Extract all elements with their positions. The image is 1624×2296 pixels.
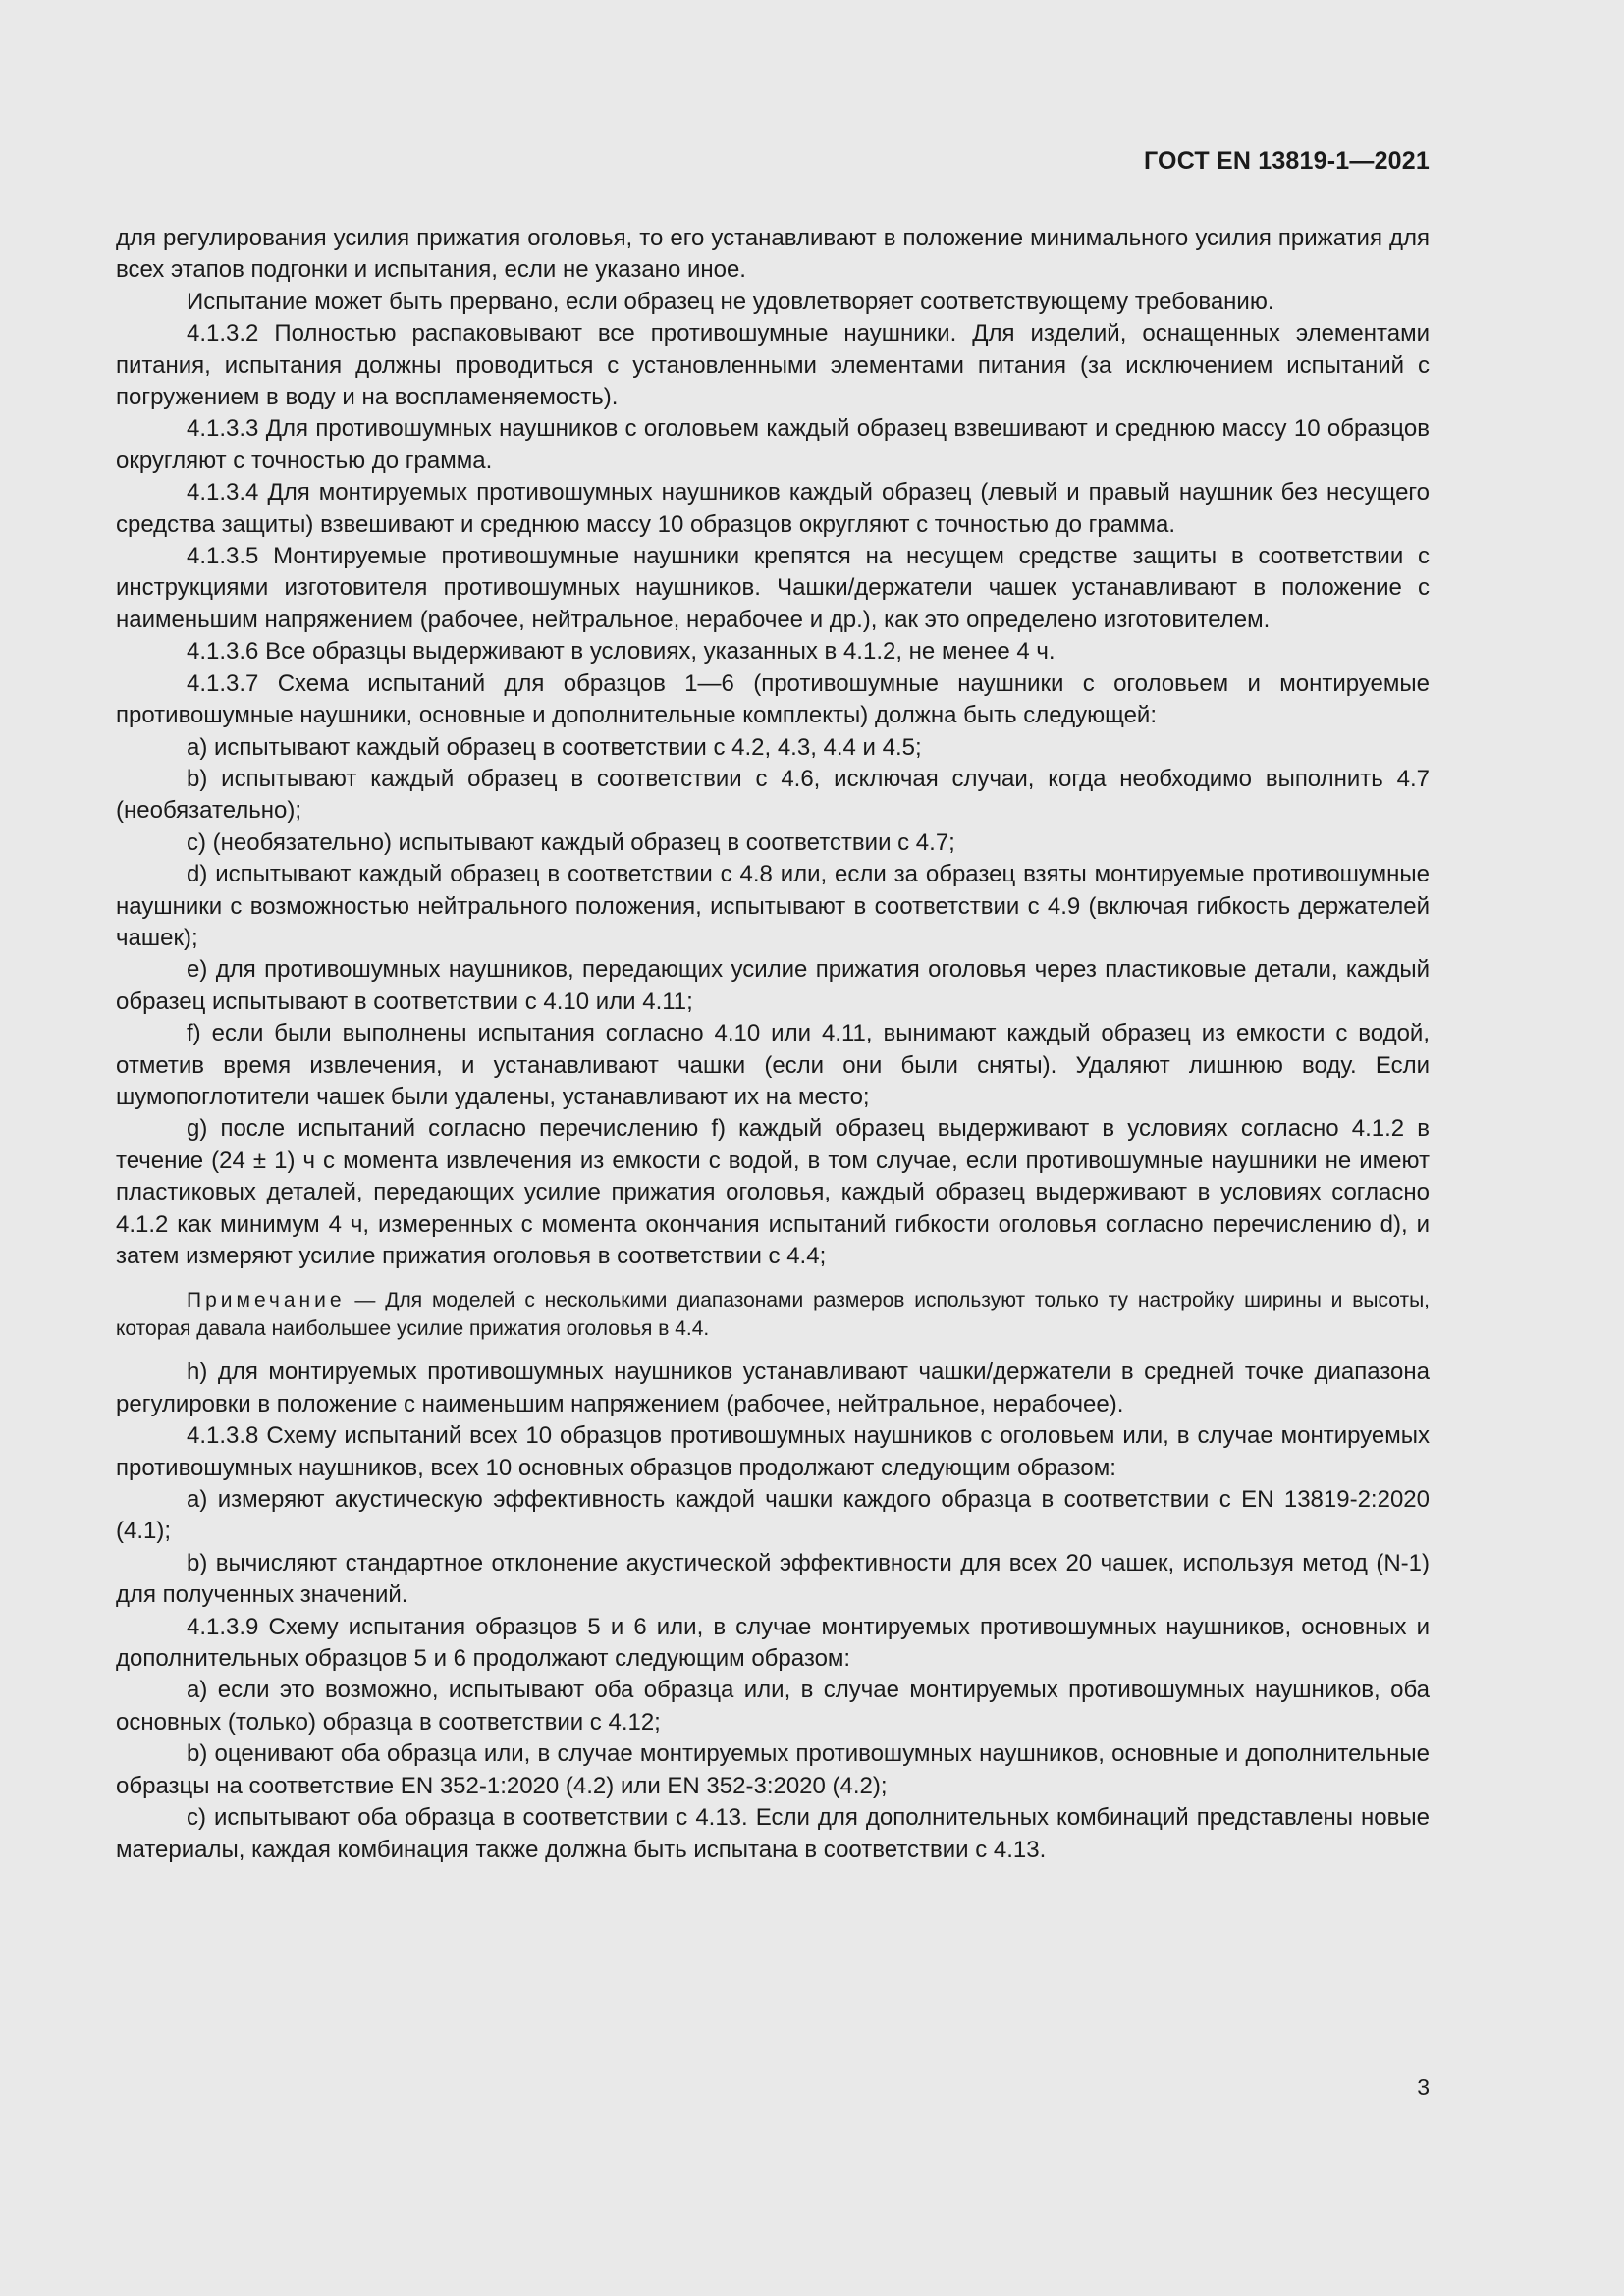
paragraph-4-1-3-5: 4.1.3.5 Монтируемые противошумные наушники крепятся на несущем средстве защиты в соответствии с инструкциями изготовителя противошумных наушников. Чашки/держатели чашек устанавливают в положение с наименьшим напряжением (рабочее, нейтральное, нерабочее и др.), как это определено изготовителем. (116, 543, 1430, 633)
list-item-h: h) для монтируемых противошумных наушников устанавливают чашки/держатели в средней точке диапазона регулировки в положение с наименьшим напряжением (рабочее, нейтральное, нерабочее). (116, 1359, 1430, 1417)
list-item-a: a) испытывают каждый образец в соответствии с 4.2, 4.3, 4.4 и 4.5; (187, 733, 922, 761)
paragraph-4-1-3-8: 4.1.3.8 Схему испытаний всех 10 образцов противошумных наушников с оголовьем или, в случае монтируемых противошумных наушников, всех 10 основных образцов продолжают следующим образом: (116, 1422, 1430, 1481)
note-text: — Для моделей с несколькими диапазонами размеров используют только ту настройку ширины и высоты, которая давала наибольшее усилие прижатия оголовья в 4.4. (116, 1289, 1430, 1341)
paragraph-4-1-3-9: 4.1.3.9 Схему испытания образцов 5 и 6 или, в случае монтируемых противошумных наушников, основных и дополнительных образцов 5 и 6 продолжают следующим образом: (116, 1613, 1430, 1673)
list-item-a: a) если это возможно, испытывают оба образца или, в случае монтируемых противошумных наушников, оба основных (только) образца в соответствии с 4.12; (116, 1677, 1430, 1735)
note-label: Примечание (187, 1289, 346, 1312)
list-item-d: d) испытывают каждый образец в соответствии с 4.8 или, если за образец взяты монтируемые противошумные наушники с возможностью нейтрального положения, испытывают в соответствии с 4.9 (включая гибкость держателей чашек); (116, 861, 1430, 951)
list-item-b: b) вычисляют стандартное отклонение акустической эффективности для всех 20 чашек, используя метод (N-1) для полученных значений. (116, 1549, 1430, 1609)
list-item-c: c) испытывают оба образца в соответствии с 4.13. Если для дополнительных комбинаций представлены новые материалы, каждая комбинация также должна быть испытана в соответствии с 4.13. (116, 1804, 1430, 1863)
list-item-c: c) (необязательно) испытывают каждый образец в соответствии с 4.7; (187, 828, 955, 856)
page-number: 3 (1417, 2074, 1430, 2100)
list-item-b: b) оценивают оба образца или, в случае монтируемых противошумных наушников, основные и дополнительные образцы на соответствие EN 352-1:2020 (4.2) или EN 352-3:2020 (4.2); (116, 1740, 1430, 1799)
paragraph-4-1-3-4: 4.1.3.4 Для монтируемых противошумных наушников каждый образец (левый и правый наушник без несущего средства защиты) взвешивают и среднюю массу 10 образцов округляют с точностью до грамма. (116, 479, 1430, 538)
list-item-f: f) если были выполнены испытания согласно 4.10 или 4.11, вынимают каждый образец из емкости с водой, отметив время извлечения, и устанавливают чашки (если они были сняты). Удаляют лишнюю воду. Если шумопоглотители чашек были удалены, устанавливают их на место; (116, 1020, 1430, 1110)
list-item-g: g) после испытаний согласно перечислению f) каждый образец выдерживают в условиях согласно 4.1.2 в течение (24 ± 1) ч с момента извлечения из емкости с водой, в том случае, если противошумные наушники не имеют пластиковых деталей, передающих усилие прижатия оголовья, каждый образец выдерживают в условиях согласно 4.1.2 как минимум 4 ч, измеренных с момента окончания испытаний гибкости оголовья согласно перечислению d), и затем измеряют усилие прижатия оголовья в соответствии с 4.4; (116, 1115, 1430, 1269)
note (116, 1286, 1430, 1343)
list-item-b: b) испытывают каждый образец в соответствии с 4.6, исключая случаи, когда необходимо выполнить 4.7 (необязательно); (116, 765, 1430, 825)
document-id-header: ГОСТ EN 13819-1—2021 (1144, 147, 1430, 175)
list-item-e: e) для противошумных наушников, передающих усилие прижатия оголовья через пластиковые детали, каждый образец испытывают в соответствии с 4.10 или 4.11; (116, 956, 1430, 1015)
document-page (116, 0, 1430, 2296)
body-text (116, 223, 1430, 1866)
paragraph-4-1-3-2: 4.1.3.2 Полностью распаковывают все противошумные наушники. Для изделий, оснащенных элементами питания, испытания должны проводиться с установленными элементами питания (за исключением испытаний с погружением в воду и на воспламеняемость). (116, 320, 1430, 411)
paragraph: Испытание может быть прервано, если образец не удовлетворяет соответствующему требованию. (187, 288, 1274, 315)
list-item-a: a) измеряют акустическую эффективность каждой чашки каждого образца в соответствии с EN 13819-2:2020 (4.1); (116, 1486, 1430, 1545)
paragraph-4-1-3-6: 4.1.3.6 Все образцы выдерживают в условиях, указанных в 4.1.2, не менее 4 ч. (187, 638, 1056, 666)
paragraph: для регулирования усилия прижатия оголовья, то его устанавливают в положение минимального усилия прижатия для всех этапов подгонки и испытания, если не указано иное. (116, 225, 1430, 284)
paragraph-4-1-3-7: 4.1.3.7 Схема испытаний для образцов 1—6 (противошумные наушники с оголовьем и монтируемые противошумные наушники, основные и дополнительные комплекты) должна быть следующей: (116, 669, 1430, 729)
paragraph-4-1-3-3: 4.1.3.3 Для противошумных наушников с оголовьем каждый образец взвешивают и среднюю массу 10 образцов округляют с точностью до грамма. (116, 415, 1430, 474)
